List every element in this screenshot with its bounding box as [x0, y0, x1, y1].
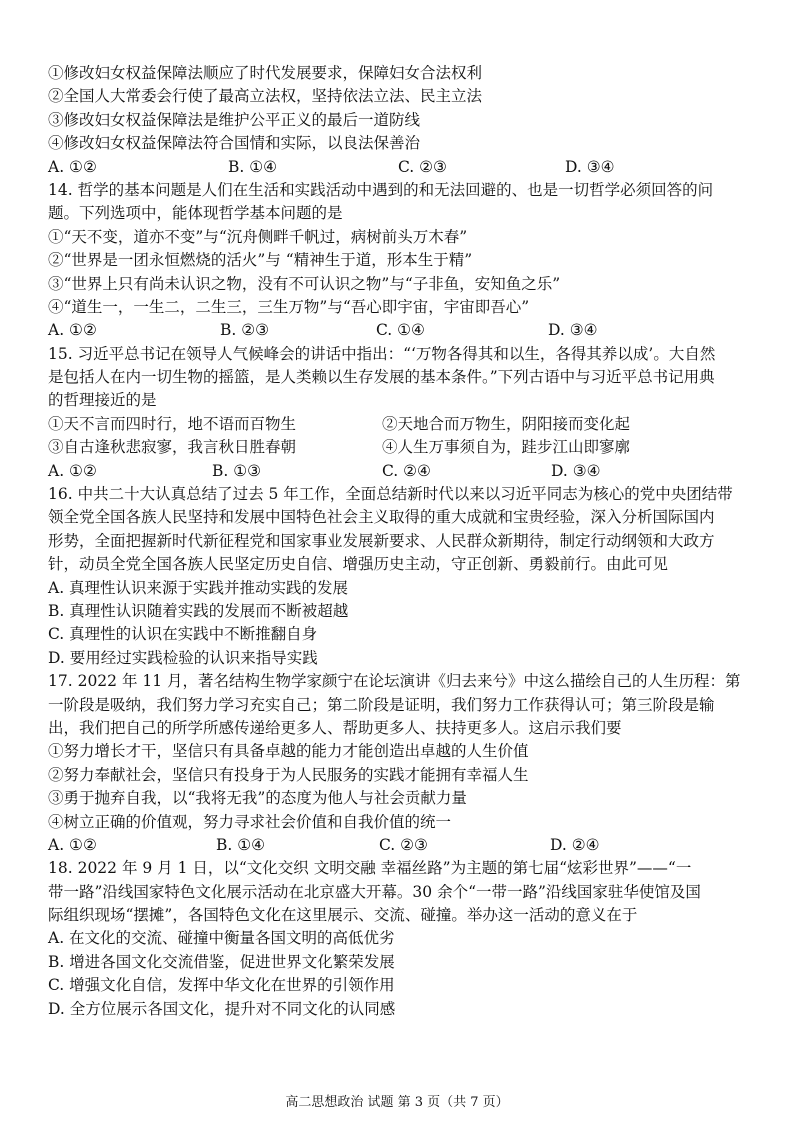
- question-stem: 18. 2022 年 9 月 1 日，以“文化交织 文明交融 幸福丝路”为主题的第七届“炫彩世界”——“一: [48, 859, 692, 878]
- answer-options: [48, 156, 760, 179]
- statement-2: ②天地合而万物生，阴阳接而变化起: [382, 414, 631, 433]
- question-16: [48, 483, 760, 670]
- answer-options: [48, 834, 760, 857]
- question-13: [48, 62, 760, 179]
- question-stem: 16. 中共二十大认真总结了过去 5 年工作，全面总结新时代以来以习近平同志为核心的党中央团结带: [48, 485, 733, 504]
- question-stem: 14. 哲学的基本问题是人们在生活和实践活动中遇到的和无法回避的、也是一切哲学必须回答的问: [48, 180, 714, 199]
- option-b: B. ①④: [216, 835, 266, 854]
- statement-3: ③“世界上只有尚未认识之物，没有不可认识之物”与“子非鱼，安知鱼之乐”: [48, 274, 561, 293]
- question-stem: 出，我们把自己的所学所感传递给更多人、帮助更多人、扶持更多人。这启示我们要: [48, 718, 622, 737]
- question-stem: 际组织现场“摆摊”，各国特色文化在这里展示、交流、碰撞。举办这一活动的意义在于: [48, 906, 638, 925]
- exam-page: [48, 62, 760, 1021]
- statement-1: ①天不言而四时行，地不语而百物生: [48, 414, 297, 433]
- statement-4: ④修改妇女权益保障法符合国情和实际，以良法保善治: [48, 134, 421, 153]
- statement-3: ③修改妇女权益保障法是维护公平正义的最后一道防线: [48, 110, 421, 129]
- question-stem: 题。下列选项中，能体现哲学基本问题的是: [48, 204, 343, 223]
- question-stem: 针，动员全党全国各族人民坚定历史自信、增强历史主动，守正创新、勇毅前行。由此可见: [48, 555, 669, 574]
- statement-row: [48, 413, 760, 436]
- option-c: C. ②④: [382, 461, 431, 480]
- option-d: D. ③④: [565, 157, 615, 176]
- statement-4: ④“道生一，一生二，二生三，三生万物”与“吾心即宇宙，宇宙即吾心”: [48, 297, 530, 316]
- option-c: C. ②③: [379, 835, 428, 854]
- option-a: A. ①②: [48, 835, 97, 854]
- statement-3: ③勇于抛弃自我，以“我将无我”的态度为他人与社会贡献力量: [48, 789, 467, 808]
- question-18: [48, 857, 760, 1021]
- answer-options: [48, 319, 760, 342]
- question-17: [48, 670, 760, 857]
- choice-b: B. 真理性认识随着实践的发展而不断被超越: [48, 601, 349, 620]
- question-14: [48, 179, 760, 343]
- statement-row: [48, 436, 760, 459]
- question-stem: 是包括人在内一切生物的摇篮，是人类赖以生存发展的基本条件。”下列古语中与习近平总书记用典: [48, 368, 715, 387]
- choice-c: C. 增强文化自信，发挥中华文化在世界的引领作用: [48, 976, 395, 995]
- option-a: A. ①②: [48, 461, 97, 480]
- answer-options: [48, 460, 760, 483]
- option-a: A. ①②: [48, 321, 97, 340]
- option-d: D. ③④: [551, 461, 601, 480]
- option-d: D. ②④: [550, 835, 600, 854]
- question-stem: 一阶段是吸纳，我们努力学习充实自己；第二阶段是证明，我们努力工作获得认可；第三阶段是输: [48, 695, 715, 714]
- statement-2: ②努力奉献社会，坚信只有投身于为人民服务的实践才能拥有幸福人生: [48, 765, 529, 784]
- statement-1: ①“天不变，道亦不变”与“沉舟侧畔千帆过，病树前头万木春”: [48, 227, 468, 246]
- option-c: C. ②③: [398, 157, 447, 176]
- option-c: C. ①④: [376, 321, 425, 340]
- option-b: B. ①④: [228, 157, 278, 176]
- question-stem: 17. 2022 年 11 月，著名结构生物学家颜宁在论坛演讲《归去来兮》中这么描绘自己的人生历程：第: [48, 672, 741, 691]
- statement-2: ②全国人大常委会行使了最高立法权，坚持依法立法、民主立法: [48, 87, 483, 106]
- question-stem: 领全党全国各族人民坚持和发展中国特色社会主义取得的重大成就和宝贵经验，深入分析国际国内: [48, 508, 715, 527]
- question-stem: 形势，全面把握新时代新征程党和国家事业发展新要求、人民群众新期待，制定行动纲领和大政方: [48, 531, 715, 550]
- statement-1: ①努力增长才干，坚信只有具备卓越的能力才能创造出卓越的人生价值: [48, 742, 529, 761]
- statement-4: ④树立正确的价值观，努力寻求社会价值和自我价值的统一: [48, 812, 452, 831]
- choice-b: B. 增进各国文化交流借鉴，促进世界文化繁荣发展: [48, 952, 395, 971]
- statement-3: ③自古逢秋悲寂寥，我言秋日胜春朝: [48, 438, 297, 457]
- question-stem: 15. 习近平总书记在领导人气候峰会的讲话中指出：“‘万物各得其和以生，各得其养以成’。大自然: [48, 344, 716, 363]
- question-stem: 带一路”沿线国家特色文化展示活动在北京盛大开幕。30 余个“一带一路”沿线国家驻华使馆及国: [48, 882, 701, 901]
- choice-d: D. 全方位展示各国文化，提升对不同文化的认同感: [48, 999, 396, 1018]
- choice-d: D. 要用经过实践检验的认识来指导实践: [48, 648, 318, 667]
- option-a: A. ①②: [48, 157, 97, 176]
- statement-1: ①修改妇女权益保障法顺应了时代发展要求，保障妇女合法权利: [48, 64, 483, 82]
- choice-a: A. 在文化的交流、碰撞中衡量各国文明的高低优劣: [48, 929, 395, 948]
- choice-c: C. 真理性的认识在实践中不断推翻自身: [48, 625, 318, 644]
- choice-a: A. 真理性认识来源于实践并推动实践的发展: [48, 578, 349, 597]
- option-d: D. ③④: [548, 321, 598, 340]
- page-footer: 高二思想政治 试题 第 3 页（共 7 页）: [285, 1095, 509, 1110]
- option-b: B. ①③: [212, 461, 262, 480]
- question-15: [48, 343, 760, 483]
- option-b: B. ②③: [220, 321, 270, 340]
- statement-2: ②“世界是一团永恒燃烧的活火”与 “精神生于道，形本生于精”: [48, 251, 473, 270]
- statement-4: ④人生万事须自为，跬步江山即寥廓: [382, 438, 631, 457]
- question-stem: 的哲理接近的是: [48, 391, 157, 410]
